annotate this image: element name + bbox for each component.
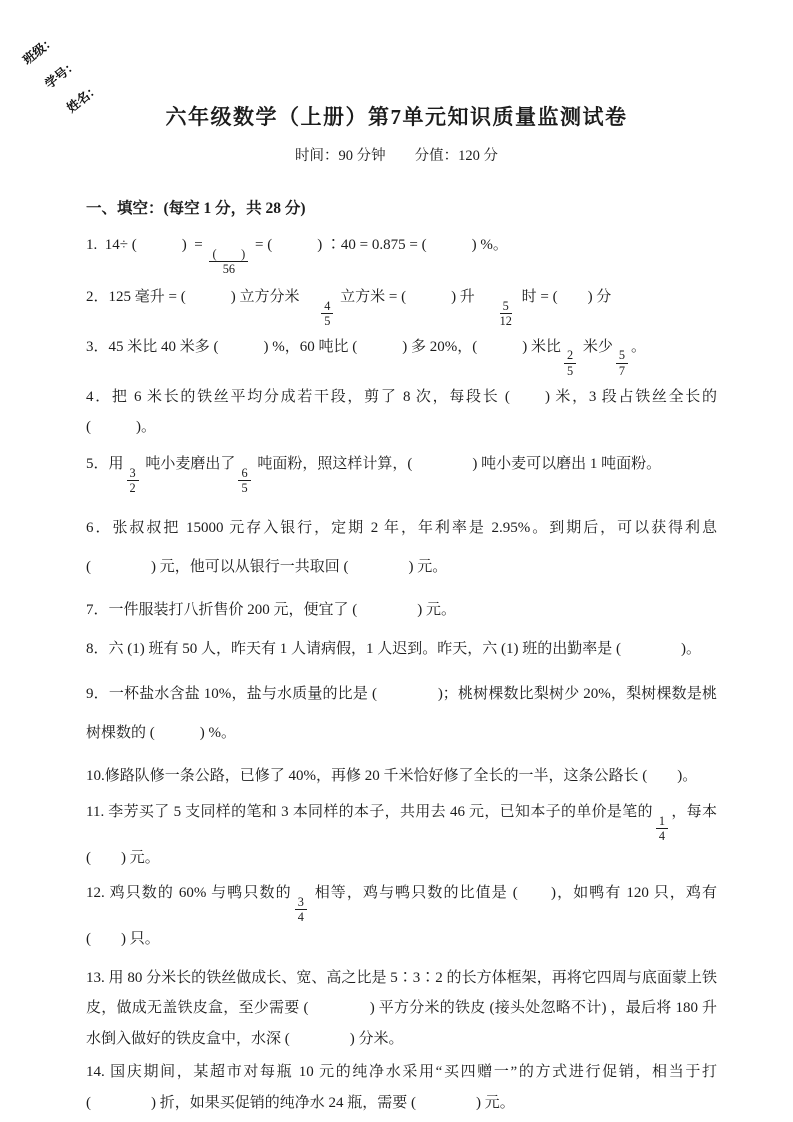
fraction-denominator: 56 [222,261,235,276]
question-13 [86,963,717,1055]
fraction [209,247,248,276]
fraction-numerator: 3 [127,466,139,481]
text-run: 吨小麦磨出了 [141,456,236,473]
exam-meta: 时间：90 分钟 分值：120 分 [295,148,498,164]
text-run: 2．125 毫升 = ( ) 立方分米 [86,288,319,305]
text-run: ，每本 ( ) 元。 [86,804,721,867]
paper-body [0,196,793,1118]
fraction [656,814,668,843]
text-run: 8．六 (1) 班有 50 人，昨天有 1 人请病假，1 人迟到。昨天，六 (1) 班的出勤率是 ( )。 [86,640,701,657]
fraction-denominator: 7 [618,363,626,378]
fraction-numerator: 2 [564,348,576,363]
question-8 [86,634,717,665]
fraction-numerator: 5 [500,299,512,314]
question-11 [86,797,721,874]
fraction-numerator: 1 [656,814,668,829]
text-run: 3．45 米比 40 米多 ( ) %，60 吨比 ( ) 多 20%，( ) 米比 [86,338,561,355]
question-12 [86,878,721,955]
fraction-denominator: 5 [566,363,574,378]
fraction-denominator: 4 [658,829,666,844]
fraction-denominator: 12 [499,313,512,328]
class-label: 班级： [20,33,59,68]
fraction [564,348,576,377]
text-run: 时 = ( ) 分 [517,288,612,305]
text-run: 11. 李芳买了 5 支同样的笔和 3 本同样的本子，共用去 46 元，已知本子的单价是笔的 [86,804,653,821]
fraction-numerator: ( ) [209,247,248,262]
fraction-numerator: 4 [321,299,333,314]
fraction-numerator: 3 [295,895,307,910]
fraction-numerator: 5 [616,348,628,363]
question-3 [86,332,717,378]
question-2 [86,282,717,328]
question-4 [86,382,721,444]
text-run: 相等，鸡与鸭只数的比值是 ( )，如鸭有 120 只，鸡有 ( ) 只。 [86,884,721,947]
fraction [497,299,515,328]
text-run: 10.修路队修一条公路，已修了 40%，再修 20 千米恰好修了全长的一半，这条公路长 ( )。 [86,767,698,784]
question-6 [86,509,721,587]
text-run: 米少 [579,338,613,355]
fraction-numerator: 6 [238,466,250,481]
question-7 [86,595,717,626]
text-run: = ( ) ∶40 = 0.875 = ( ) %。 [251,237,508,253]
fraction-denominator: 4 [297,909,304,924]
student-number-label: 学号： [42,57,81,92]
name-label: 姓名： [64,81,103,116]
text-run: 13. 用 80 分米长的铁丝做成长、宽、高之比是 5∶3∶2 的长方体框架，再将它四周与底面蒙上铁皮，做成无盖铁皮盒，至少需要 ( ) 平方分米的铁皮 (接头处忽略不计) ，最后将 180 升水倒入做好的铁皮盒中，水深 ( ) 分米。 [86,969,717,1048]
question-5 [86,449,717,495]
text-run: 立方米 = ( ) 升 [336,288,494,305]
text-run: 12. 鸡只数的 60% 与鸭只数的 [86,884,292,901]
text-run: 4．把 6 米长的铁丝平均分成若干段，剪了 8 次，每段长 ( ) 米，3 段占铁丝全长的 ( )。 [86,388,721,436]
text-run: 。 [631,338,647,355]
fraction-denominator: 5 [324,313,331,328]
fraction [321,299,333,328]
fraction [238,466,250,495]
fraction-denominator: 5 [241,480,248,495]
fraction [616,348,628,377]
text-run: 14. 国庆期间，某超市对每瓶 10 元的纯净水采用“买四赠一”的方式进行促销，相当于打 ( ) 折，如果买促销的纯净水 24 瓶，需要 ( ) 元。 [86,1063,721,1111]
question-1 [86,230,717,276]
question-14 [86,1057,721,1119]
question-list [86,230,721,1118]
text-run: 6．张叔叔把 15000 元存入银行，定期 2 年，年利率是 2.95%。到期后，可以获得利息 ( ) 元，他可以从银行一共取回 ( ) 元。 [86,520,721,576]
page-title: 六年级数学（上册）第7单元知识质量监测试卷 [165,105,628,129]
text-run: 1. 14÷ ( ) = [86,237,207,253]
text-run: 9．一杯盐水含盐 10%，盐与水质量的比是 ( )；桃树棵数比梨树少 20%，梨树棵数是桃树棵数的 ( ) %。 [86,685,717,741]
question-9 [86,675,717,753]
text-run: 7．一件服装打八折售价 200 元，便宜了 ( ) 元。 [86,602,456,619]
text-run: 吨面粉，照这样计算，( ) 吨小麦可以磨出 1 吨面粉。 [253,456,662,473]
fraction-denominator: 2 [129,480,136,495]
question-10 [86,761,717,792]
fraction [127,466,139,495]
text-run: 5．用 [86,456,124,473]
fraction [295,895,307,924]
section-heading: 一、填空：(每空 1 分，共 28 分) [86,200,306,217]
corner-labels [0,0,160,140]
